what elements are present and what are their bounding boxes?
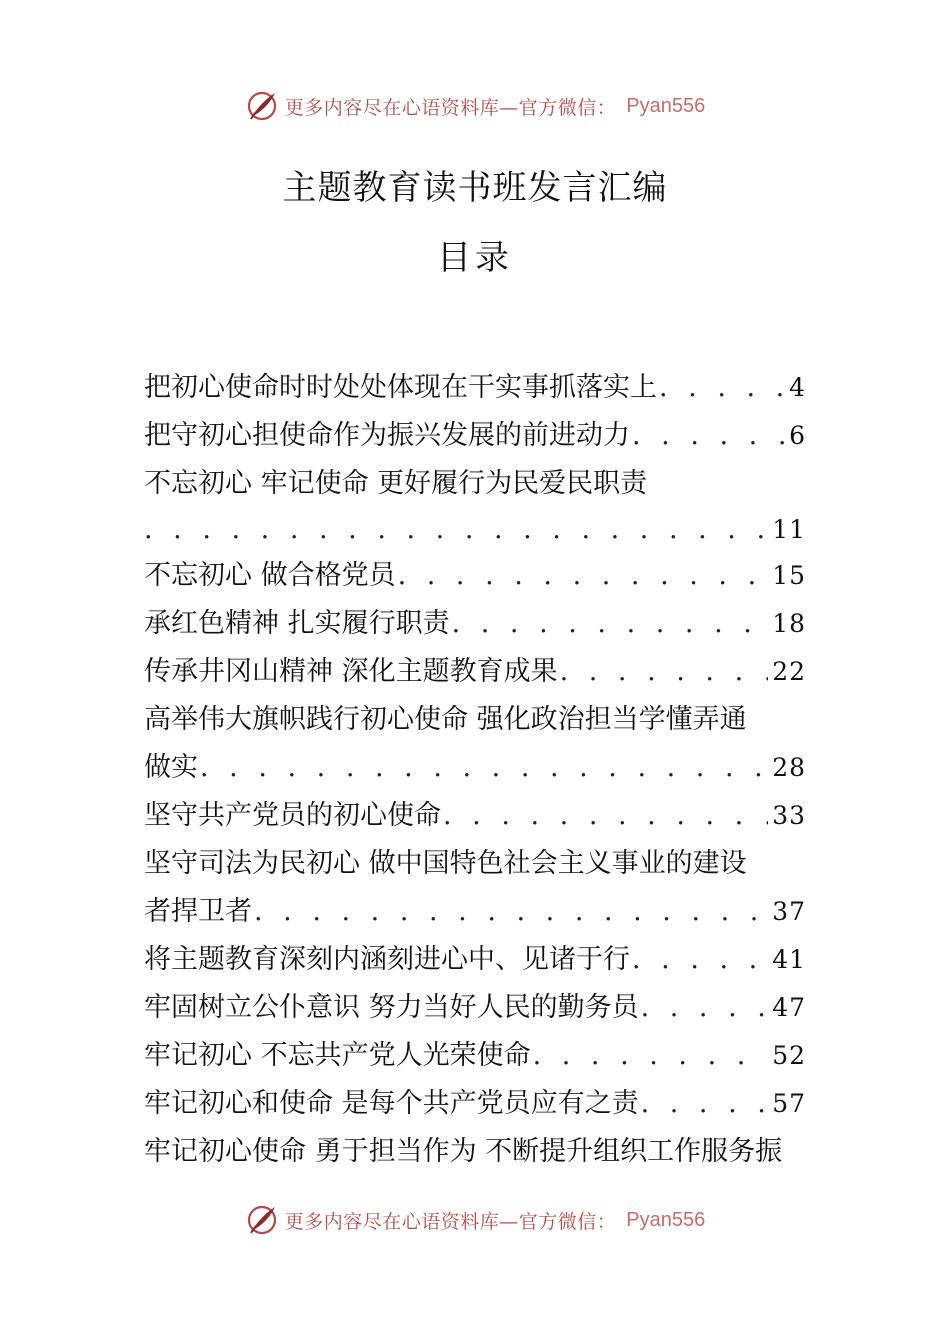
toc-leader-dots xyxy=(560,648,769,696)
watermark-text: 更多内容尽在心语资料库—官方微信： xyxy=(284,1210,617,1233)
toc-entry[interactable] xyxy=(144,936,806,984)
toc-entry-title: 高举伟大旗帜践行初心使命 强化政治担当学懂弄通 xyxy=(144,704,747,735)
toc-leader-dots xyxy=(632,412,785,460)
toc-leader-dots xyxy=(144,508,768,552)
toc-entry-continuation[interactable] xyxy=(144,744,806,792)
toc-entry-title-cont: 做实 xyxy=(144,752,198,783)
toc-entry-page: 41 xyxy=(772,945,806,974)
toc-entry[interactable] xyxy=(144,840,806,888)
toc-entry-title: 承红色精神 扎实履行职责 xyxy=(144,608,450,639)
toc-entry-page: 18 xyxy=(772,609,806,638)
toc-entry-title: 把守初心担使命作为振兴发展的前进动力 xyxy=(144,420,630,451)
quill-logo-icon xyxy=(245,89,279,123)
toc-entry-title: 牢记初心 不忘共产党人光荣使命 xyxy=(144,1040,531,1071)
toc-entry-title: 不忘初心 牢记使命 更好履行为民爱民职责 xyxy=(144,468,648,499)
toc-entry-page: 33 xyxy=(772,801,806,830)
toc-entry-page: 28 xyxy=(772,753,806,782)
toc-entry-title: 牢记初心和使命 是每个共产党员应有之责 xyxy=(144,1088,639,1119)
toc-entry-title: 传承井冈山精神 深化主题教育成果 xyxy=(144,656,558,687)
toc-entry-title: 坚守共产党员的初心使命 xyxy=(144,800,441,831)
toc-entry-page: 15 xyxy=(772,561,806,590)
toc-entry-title-cont: 者捍卫者 xyxy=(144,896,252,927)
toc-leader-dots xyxy=(533,1032,769,1080)
toc-leader-dots xyxy=(398,552,769,600)
watermark-text: 更多内容尽在心语资料库—官方微信： xyxy=(284,96,617,119)
toc-entry[interactable] xyxy=(144,984,806,1032)
toc-entry[interactable] xyxy=(144,1080,806,1128)
toc-entry-page: 22 xyxy=(772,657,806,686)
toc-heading: 目录 xyxy=(437,238,513,278)
toc-entry[interactable] xyxy=(144,792,806,840)
toc-entry-title: 坚守司法为民初心 做中国特色社会主义事业的建设 xyxy=(144,848,747,879)
toc-leader-dots xyxy=(254,888,768,936)
toc-entry-page: 47 xyxy=(772,993,806,1022)
watermark-footer xyxy=(0,1200,950,1240)
toc-entry-title: 将主题教育深刻内涵刻进心中、见诸于行 xyxy=(144,944,630,975)
toc-leader-dots xyxy=(200,744,768,792)
toc-entry[interactable] xyxy=(144,648,806,696)
table-of-contents xyxy=(144,364,806,1176)
toc-leader-dots xyxy=(641,984,769,1032)
toc-entry[interactable] xyxy=(144,460,806,508)
toc-leader-dots xyxy=(659,364,785,412)
toc-entry[interactable] xyxy=(144,552,806,600)
toc-entry-title: 牢记初心使命 勇于担当作为 不断提升组织工作服务振 xyxy=(144,1136,783,1167)
toc-entry-page: 52 xyxy=(772,1041,806,1070)
toc-entry[interactable] xyxy=(144,600,806,648)
toc-leader-dots xyxy=(443,792,768,840)
watermark-header xyxy=(0,86,950,126)
document-title: 主题教育读书班发言汇编 xyxy=(282,168,668,208)
toc-entry-title: 牢固树立公仆意识 努力当好人民的勤务员 xyxy=(144,992,639,1023)
toc-entry-continuation[interactable] xyxy=(144,888,806,936)
toc-leader-dots xyxy=(452,600,769,648)
watermark-wechat-id: Pyan556 xyxy=(626,94,706,117)
toc-entry-page: 57 xyxy=(772,1089,806,1118)
toc-entry-title: 把初心使命时时处处体现在干实事抓落实上 xyxy=(144,372,657,403)
toc-leader-dots xyxy=(632,936,768,984)
watermark-wechat-id: Pyan556 xyxy=(626,1208,706,1231)
toc-entry[interactable] xyxy=(144,696,806,744)
toc-entry-continuation[interactable] xyxy=(144,508,806,552)
toc-entry[interactable] xyxy=(144,1032,806,1080)
toc-leader-dots xyxy=(641,1080,769,1128)
toc-entry[interactable] xyxy=(144,364,806,412)
toc-entry-page: 11 xyxy=(772,515,806,544)
toc-entry-page: 6 xyxy=(789,421,806,450)
toc-entry[interactable] xyxy=(144,1128,806,1176)
toc-entry[interactable] xyxy=(144,412,806,460)
toc-entry-page: 37 xyxy=(772,897,806,926)
quill-logo-icon xyxy=(245,1203,279,1237)
toc-entry-title: 不忘初心 做合格党员 xyxy=(144,560,396,591)
toc-entry-page: 4 xyxy=(789,373,806,402)
